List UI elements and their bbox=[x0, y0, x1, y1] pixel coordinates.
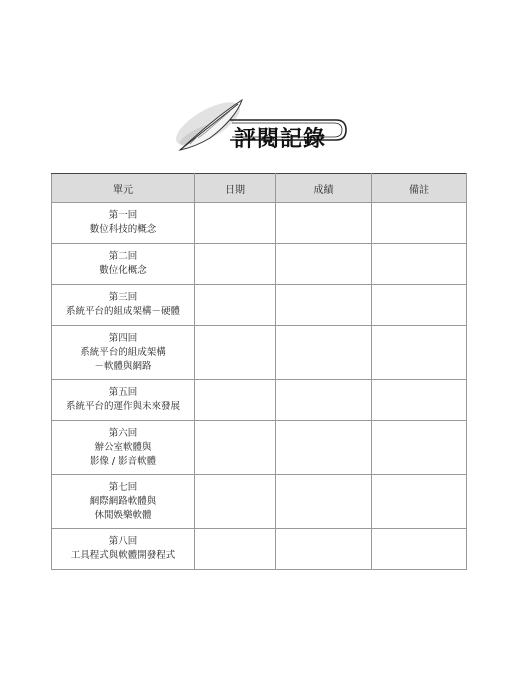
page-title-banner bbox=[160, 92, 360, 162]
unit-line: 第六回 bbox=[108, 427, 138, 439]
table-row bbox=[52, 203, 467, 244]
unit-line: 數位化概念 bbox=[99, 265, 147, 276]
date-cell[interactable] bbox=[195, 326, 276, 380]
header-note: 備註 bbox=[372, 174, 467, 203]
table-row bbox=[52, 326, 467, 380]
unit-line: －軟體與網路 bbox=[94, 360, 152, 372]
score-cell[interactable] bbox=[276, 475, 372, 529]
unit-line: 第五回 bbox=[108, 387, 138, 398]
date-cell[interactable] bbox=[195, 244, 276, 285]
unit-cell bbox=[52, 244, 195, 285]
unit-cell bbox=[52, 529, 195, 570]
unit-line: 網際網路軟體與 bbox=[89, 495, 157, 507]
unit-line: 辦公室軟體與 bbox=[94, 441, 152, 453]
unit-line: 第二回 bbox=[108, 251, 138, 262]
note-cell[interactable] bbox=[372, 203, 467, 244]
unit-line: 工具程式與軟體開發程式 bbox=[70, 550, 176, 561]
unit-line: 第七回 bbox=[108, 481, 138, 493]
score-cell[interactable] bbox=[276, 529, 372, 570]
unit-line: 系統平台的運作與未來發展 bbox=[65, 401, 180, 412]
unit-cell bbox=[52, 380, 195, 421]
note-cell[interactable] bbox=[372, 475, 467, 529]
unit-line: 第四回 bbox=[108, 332, 138, 344]
note-cell[interactable] bbox=[372, 529, 467, 570]
score-cell[interactable] bbox=[276, 285, 372, 326]
score-cell[interactable] bbox=[276, 203, 372, 244]
date-cell[interactable] bbox=[195, 203, 276, 244]
unit-line: 第三回 bbox=[108, 292, 138, 303]
table-row bbox=[52, 475, 467, 529]
review-record-table bbox=[51, 173, 467, 570]
table-row bbox=[52, 421, 467, 475]
note-cell[interactable] bbox=[372, 326, 467, 380]
unit-line: 第一回 bbox=[108, 210, 138, 221]
score-cell[interactable] bbox=[276, 326, 372, 380]
date-cell[interactable] bbox=[195, 475, 276, 529]
date-cell[interactable] bbox=[195, 529, 276, 570]
score-cell[interactable] bbox=[276, 244, 372, 285]
table-row bbox=[52, 529, 467, 570]
unit-line: 數位科技的概念 bbox=[89, 224, 157, 235]
note-cell[interactable] bbox=[372, 421, 467, 475]
table-row bbox=[52, 380, 467, 421]
table-row bbox=[52, 244, 467, 285]
date-cell[interactable] bbox=[195, 380, 276, 421]
header-score: 成績 bbox=[276, 174, 372, 203]
score-cell[interactable] bbox=[276, 421, 372, 475]
unit-cell bbox=[52, 203, 195, 244]
header-unit: 單元 bbox=[52, 174, 195, 203]
note-cell[interactable] bbox=[372, 285, 467, 326]
note-cell[interactable] bbox=[372, 244, 467, 285]
unit-line: 第八回 bbox=[108, 536, 138, 547]
date-cell[interactable] bbox=[195, 421, 276, 475]
score-cell[interactable] bbox=[276, 380, 372, 421]
unit-line: 系統平台的組成架構－硬體 bbox=[65, 306, 180, 317]
unit-line: 影像 / 影音軟體 bbox=[89, 455, 157, 467]
date-cell[interactable] bbox=[195, 285, 276, 326]
unit-cell bbox=[52, 285, 195, 326]
table-header-row bbox=[52, 174, 467, 203]
unit-cell bbox=[52, 475, 195, 529]
unit-cell bbox=[52, 421, 195, 475]
note-cell[interactable] bbox=[372, 380, 467, 421]
unit-cell bbox=[52, 326, 195, 380]
header-date: 日期 bbox=[195, 174, 276, 203]
table-row bbox=[52, 285, 467, 326]
unit-line: 系統平台的組成架構 bbox=[80, 346, 166, 358]
unit-line: 休閒娛樂軟體 bbox=[94, 509, 152, 521]
page-title: 評閱記錄 bbox=[234, 127, 327, 152]
